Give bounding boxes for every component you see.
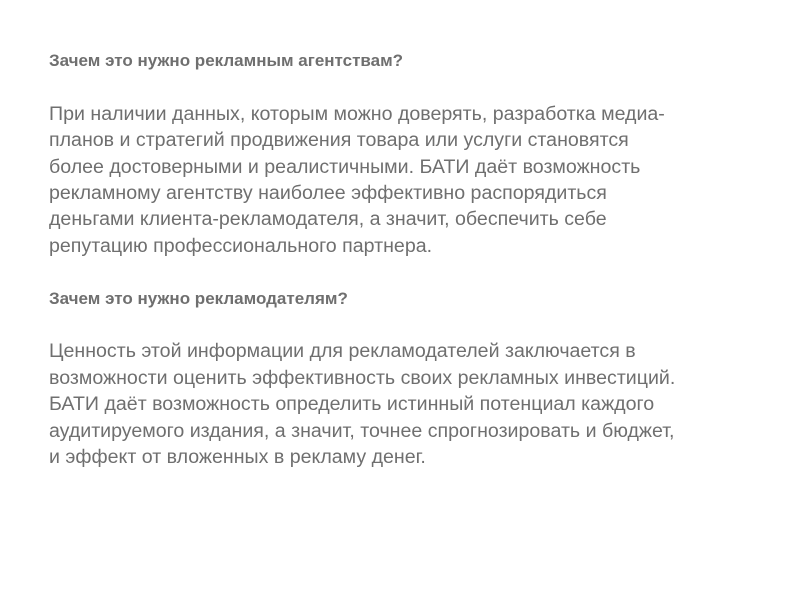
section-heading-agencies: Зачем это нужно рекламным агентствам? (49, 51, 404, 70)
text-line: рекламному агентству наиболее эффективно распорядиться (49, 182, 607, 205)
text-line: Ценность этой информации для рекламодателей заключается в (49, 340, 636, 363)
text-line: аудитируемого издания, а значит, точнее спрогнозировать и бюджет, (49, 419, 675, 442)
text-line: планов и стратегий продвижения товара или услуги становятся (49, 129, 629, 152)
spacer (49, 259, 779, 285)
paragraph-advertisers (49, 338, 779, 470)
text-line: репутацию профессионального партнера. (49, 234, 433, 257)
paragraph-agencies (49, 101, 779, 259)
text-line: возможности оценить эффективность своих рекламных инвестиций. (49, 366, 676, 389)
spacer (49, 74, 779, 100)
text-line: При наличии данных, которым можно доверять, разработка медиа- (49, 102, 665, 125)
text-line: БАТИ даёт возможность определить истинный потенциал каждого (49, 393, 655, 416)
text-line: более достоверными и реалистичными. БАТИ даёт возможность (49, 155, 641, 178)
text-line: деньгами клиента-рекламодателя, а значит, обеспечить себе (49, 208, 607, 231)
text-line: и эффект от вложенных в рекламу денег. (49, 446, 426, 469)
spacer (49, 312, 779, 338)
section-heading-advertisers: Зачем это нужно рекламодателям? (49, 288, 348, 308)
text-block (49, 48, 779, 470)
